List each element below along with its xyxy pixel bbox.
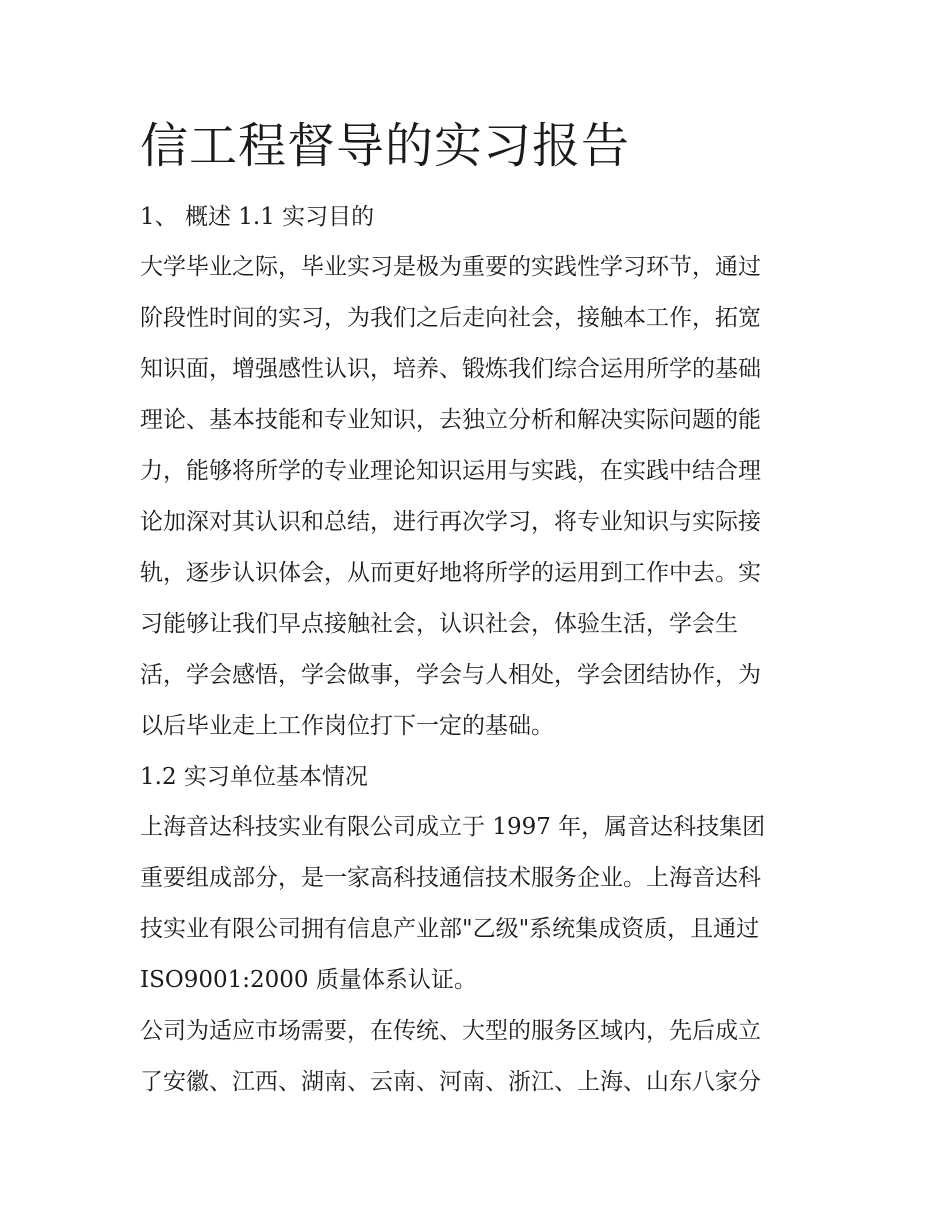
paragraph-line: 习能够让我们早点接触社会，认识社会，体验生活，学会生	[140, 611, 738, 637]
document-title: 信工程督导的实习报告	[140, 118, 631, 174]
paragraph-line: 技实业有限公司拥有信息产业部"乙级"系统集成资质，且通过	[140, 916, 760, 942]
paragraph-internship-purpose	[140, 242, 812, 752]
paragraph-line: 论加深对其认识和总结，进行再次学习，将专业知识与实际接	[140, 509, 761, 535]
section-heading-1: 1、 概述 1.1 实习目的	[140, 204, 375, 230]
paragraph-company-overview	[140, 802, 812, 1006]
paragraph-line: 大学毕业之际，毕业实习是极为重要的实践性学习环节，通过	[140, 254, 761, 280]
paragraph-line: 公司为适应市场需要，在传统、大型的服务区域内，先后成立	[140, 1018, 761, 1044]
paragraph-line: 轨，逐步认识体会，从而更好地将所学的运用到工作中去。实	[140, 560, 761, 586]
paragraph-line: 上海音达科技实业有限公司成立于 1997 年，属音达科技集团	[140, 814, 766, 840]
section-heading-2: 1.2 实习单位基本情况	[140, 764, 368, 790]
paragraph-line: 以后毕业走上工作岗位打下一定的基础。	[140, 713, 554, 739]
paragraph-line: 力，能够将所学的专业理论知识运用与实践，在实践中结合理	[140, 458, 761, 484]
document-page	[140, 112, 812, 1108]
paragraph-line: 理论、基本技能和专业知识，去独立分析和解决实际问题的能	[140, 407, 761, 433]
paragraph-line: 知识面，增强感性认识，培养、锻炼我们综合运用所学的基础	[140, 356, 761, 382]
paragraph-company-branches	[140, 1006, 812, 1108]
paragraph-line: 阶段性时间的实习，为我们之后走向社会，接触本工作，拓宽	[140, 305, 761, 331]
paragraph-line: ISO9001:2000 质量体系认证。	[140, 967, 477, 993]
paragraph-line: 活，学会感悟，学会做事，学会与人相处，学会团结协作，为	[140, 662, 761, 688]
paragraph-line: 重要组成部分，是一家高科技通信技术服务企业。上海音达科	[140, 865, 761, 891]
paragraph-line: 了安徽、江西、湖南、云南、河南、浙江、上海、山东八家分	[140, 1069, 761, 1095]
